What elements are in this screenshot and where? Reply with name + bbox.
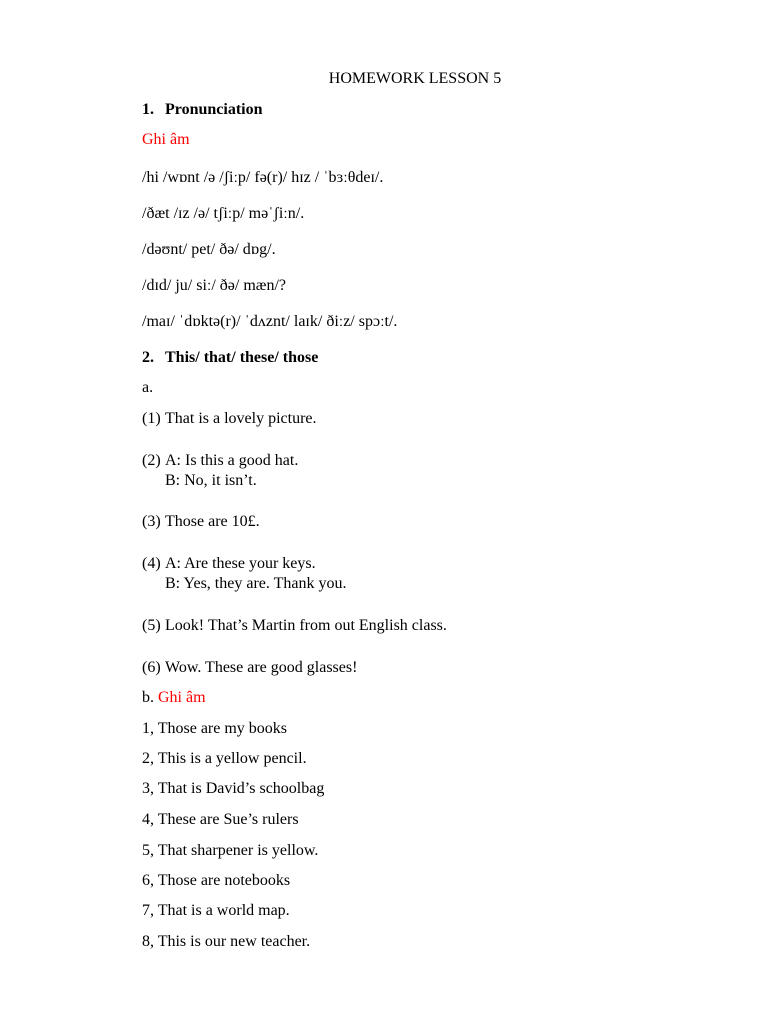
phonetic-line: /maɪ/ ˈdɒktə(r)/ ˈdʌznt/ laɪk/ ðiːz/ spɔːt/. <box>142 313 398 330</box>
part-a-label: a. <box>142 379 154 396</box>
item-number: (3) <box>142 513 161 530</box>
section-1-note: Ghi âm <box>142 131 190 148</box>
item-number: (6) <box>142 659 161 676</box>
item-text: Look! That’s Martin from out English class. <box>165 617 447 634</box>
list-item: 8, This is our new teacher. <box>142 933 311 950</box>
exercise-item <box>142 512 260 532</box>
exercise-item <box>142 554 316 574</box>
exercise-item <box>142 616 447 636</box>
list-item: 7, That is a world map. <box>142 902 290 919</box>
list-item: 2, This is a yellow pencil. <box>142 750 307 767</box>
list-item: 6, Those are notebooks <box>142 872 291 889</box>
exercise-item <box>142 451 298 471</box>
section-2-title: This/ that/ these/ those <box>165 349 319 366</box>
item-number: (1) <box>142 410 161 427</box>
item-text: A: Is this a good hat. <box>165 452 299 469</box>
item-number: (5) <box>142 617 161 634</box>
list-item: 3, That is David’s schoolbag <box>142 780 325 797</box>
exercise-item <box>142 409 317 429</box>
phonetic-line: /dəʊnt/ pet/ ðə/ dɒg/. <box>142 241 276 258</box>
part-b-label: b. <box>142 689 154 706</box>
phonetic-line: /ðæt /ɪz /ə/ tʃiːp/ məˈʃiːn/. <box>142 205 305 222</box>
list-item: 5, That sharpener is yellow. <box>142 842 319 859</box>
section-2-number: 2. <box>142 349 154 366</box>
page-title: HOMEWORK LESSON 5 <box>328 70 502 87</box>
phonetic-line: /dɪd/ ju/ siː/ ðə/ mæn/? <box>142 277 286 294</box>
item-number: (2) <box>142 452 161 469</box>
item-text: Wow. These are good glasses! <box>165 659 358 676</box>
item-text-continued: B: Yes, they are. Thank you. <box>165 575 347 592</box>
item-text: That is a lovely picture. <box>165 410 317 427</box>
item-number: (4) <box>142 555 161 572</box>
section-1-heading <box>142 100 263 120</box>
section-1-number: 1. <box>142 101 154 118</box>
item-text-continued: B: No, it isn’t. <box>165 472 257 489</box>
item-text: Those are 10£. <box>165 513 260 530</box>
list-item: 1, Those are my books <box>142 720 288 737</box>
section-1-title: Pronunciation <box>165 101 263 118</box>
part-b-heading <box>142 688 206 708</box>
item-text: A: Are these your keys. <box>165 555 316 572</box>
section-2-heading <box>142 348 318 368</box>
exercise-item <box>142 658 357 678</box>
phonetic-line: /hi /wɒnt /ə /ʃiːp/ fə(r)/ hɪz / ˈbɜːθdeɪ/. <box>142 169 384 186</box>
list-item: 4, These are Sue’s rulers <box>142 811 299 828</box>
part-b-note: Ghi âm <box>158 689 206 706</box>
